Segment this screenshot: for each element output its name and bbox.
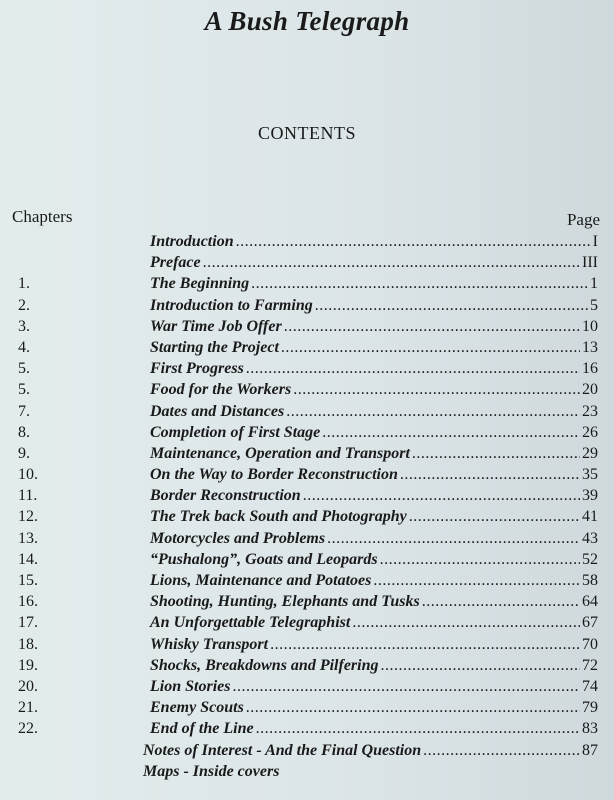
dot-leader [303,485,580,506]
dot-leader [246,697,580,718]
chapter-title: Motorcycles and Problems [150,529,326,547]
chapter-title: Whisky Transport [150,635,269,653]
dot-leader [322,422,580,443]
toc-entry [0,252,614,273]
page-number: 39 [582,487,598,505]
dot-leader [293,379,580,400]
page-number: 29 [582,444,598,462]
page-number: 87 [582,741,598,759]
toc-line [150,379,598,400]
toc-entry [0,697,614,718]
dot-leader [284,316,580,337]
chapter-number: 20. [18,677,38,695]
chapter-title: Food for the Workers [150,381,292,399]
dot-leader [270,634,580,655]
toc-line [143,761,598,782]
toc-line [150,295,598,316]
chapter-number: 9. [18,444,30,462]
dot-leader [352,612,580,633]
toc-line [150,316,598,337]
toc-line [150,443,598,464]
chapter-number: 5. [18,360,30,378]
chapter-number: 21. [18,699,38,717]
toc-line [143,740,598,761]
toc-entry [0,655,614,676]
chapter-number: 13. [18,529,38,547]
toc-entry [0,295,614,316]
chapter-number: 15. [18,572,38,589]
chapter-title: Border Reconstruction [150,487,301,505]
dot-leader [400,464,580,485]
chapter-number: 10. [18,466,38,484]
chapter-title: “Pushalong”, Goats and Leopards [150,550,378,568]
page-number: 58 [582,572,598,589]
toc-line [150,401,598,422]
dot-leader [286,401,580,422]
toc-line [150,549,598,570]
toc-line [150,358,598,379]
toc-entry [0,231,614,252]
toc-line [150,655,598,676]
chapter-title: Lion Stories [150,677,231,695]
chapter-title: Dates and Distances [150,402,285,420]
toc-entry [0,528,614,549]
page-number: 72 [582,656,598,674]
page-column-label: Page [566,210,600,229]
toc-entry [0,591,614,612]
toc-line [150,570,598,591]
chapter-title: An Unforgettable Telegraphist [150,614,351,632]
chapter-number: 12. [18,508,38,526]
dot-leader [232,676,580,697]
toc-entry [0,401,614,422]
dot-leader [256,718,580,739]
page-number: 35 [582,466,598,484]
chapter-title: Shocks, Breakdowns and Pilfering [150,656,379,674]
chapter-title: End of the Line [150,720,254,738]
chapter-title: Completion of First Stage [150,423,321,441]
chapter-number: 16. [18,593,38,611]
dot-leader [236,231,591,252]
page-number: 23 [582,402,598,420]
toc-entry [0,337,614,358]
page-number: III [582,254,598,272]
chapter-title: Preface [150,254,201,272]
toc-entry [0,273,614,294]
dot-leader [203,252,580,273]
toc-line [150,252,598,273]
chapter-title: Shooting, Hunting, Elephants and Tusks [150,593,420,611]
toc-line [150,337,598,358]
toc-entry [0,570,614,591]
toc-line [150,231,598,252]
chapter-title: The Trek back South and Photography [150,508,407,526]
page-number: 43 [582,529,598,547]
page-number: 13 [582,338,598,356]
toc-entry [0,612,614,633]
chapter-number: 8. [18,423,30,441]
chapter-title: Notes of Interest - And the Final Question [143,741,422,759]
dot-leader [380,655,580,676]
toc-entry [0,761,614,782]
page-number: 20 [582,381,598,399]
chapter-number: 2. [18,296,30,314]
toc-entry [0,549,614,570]
chapter-title: Lions, Maintenance and Potatoes [150,572,372,589]
chapter-title: Maps - Inside covers [143,762,280,780]
table-of-contents [0,231,614,782]
dot-leader [412,443,580,464]
toc-entry [0,358,614,379]
page-number: 5 [590,296,598,314]
chapter-title: First Progress [150,360,244,378]
chapter-title: Introduction to Farming [150,296,313,314]
chapter-number: 17. [18,614,38,632]
page-number: 79 [582,699,598,717]
toc-entry [0,740,614,761]
dot-leader [409,506,580,527]
toc-entry [0,464,614,485]
toc-entry [0,316,614,337]
dot-leader [327,528,580,549]
chapters-column-label: Chapters [12,207,73,226]
toc-line [150,697,598,718]
dot-leader [422,591,580,612]
chapter-number: 1. [18,275,30,293]
contents-heading: CONTENTS [258,123,356,143]
toc-entry [0,485,614,506]
toc-entry [0,676,614,697]
chapter-number: 14. [18,550,38,568]
chapter-title: The Beginning [150,275,250,293]
toc-entry [0,634,614,655]
dot-leader [423,740,580,761]
page-number: 1 [590,275,598,293]
toc-line [150,273,598,294]
dot-leader [281,337,580,358]
chapter-number: 5. [18,381,30,399]
toc-entry [0,506,614,527]
dot-leader [315,295,588,316]
toc-entry [0,422,614,443]
chapter-number: 19. [18,656,38,674]
page-number: 74 [582,677,598,695]
dot-leader [373,570,580,591]
toc-entry [0,379,614,400]
chapter-number: 3. [18,317,30,335]
chapter-number: 4. [18,338,30,356]
toc-line [150,612,598,633]
page-number: 26 [582,423,598,441]
toc-line [150,634,598,655]
chapter-number: 11. [18,487,38,505]
chapter-title: On the Way to Border Reconstruction [150,466,398,484]
page-number: 52 [582,550,598,568]
dot-leader [380,549,580,570]
chapter-number: 7. [18,402,30,420]
chapter-title: Introduction [150,233,234,250]
toc-line [150,718,598,739]
chapter-title: Starting the Project [150,338,279,356]
toc-line [150,676,598,697]
chapter-number: 22. [18,720,38,738]
toc-line [150,528,598,549]
page-number: 41 [582,508,598,526]
toc-entry [0,718,614,739]
page-number: 64 [582,593,598,611]
toc-line [150,591,598,612]
page-number: 16 [582,360,598,378]
chapter-title: Maintenance, Operation and Transport [150,444,410,462]
page-number: 70 [582,635,598,653]
toc-line [150,506,598,527]
chapter-title: Enemy Scouts [150,699,244,717]
page-number: 10 [582,317,598,335]
page-number: I [592,233,598,250]
dot-leader [246,358,580,379]
chapter-number: 18. [18,635,38,653]
chapter-title: War Time Job Offer [150,317,282,335]
toc-line [150,485,598,506]
toc-line [150,464,598,485]
page-number: 67 [582,614,598,632]
page-number: 83 [582,720,598,738]
toc-entry [0,443,614,464]
book-title: A Bush Telegraph [204,6,410,36]
toc-line [150,422,598,443]
dot-leader [251,273,588,294]
